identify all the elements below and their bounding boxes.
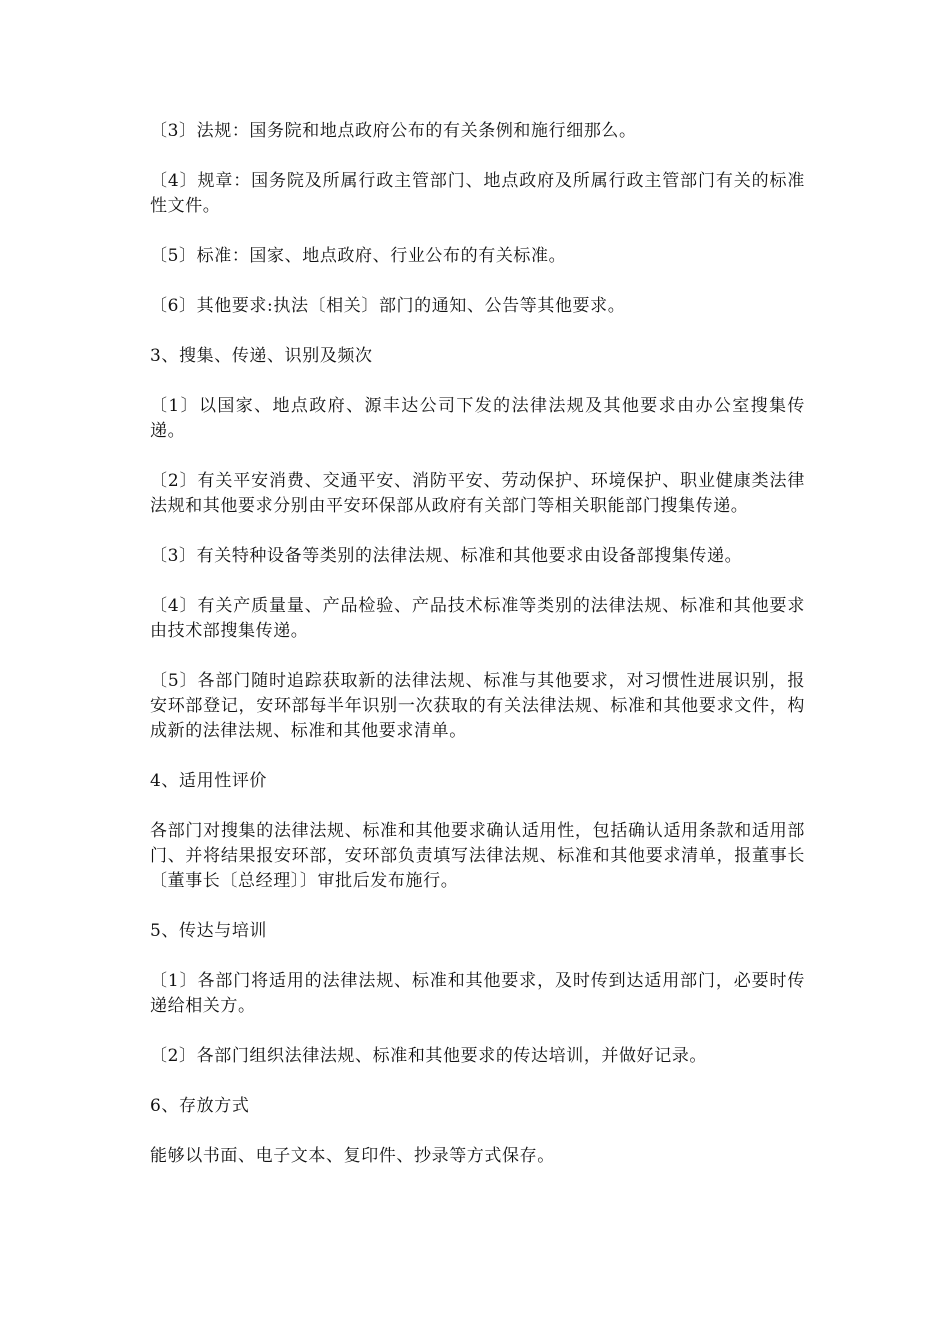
paragraph-storage: 能够以书面、电子文本、复印件、抄录等方式保存。 xyxy=(150,1146,555,1166)
paragraph-other-requirements: 〔6〕其他要求:执法〔相关〕部门的通知、公告等其他要求。 xyxy=(150,296,626,316)
paragraph-collection-3: 〔3〕有关特种设备等类别的法律法规、标准和其他要求由设备部搜集传递。 xyxy=(150,546,743,566)
paragraph-standards: 〔5〕标准：国家、地点政府、行业公布的有关标准。 xyxy=(150,246,567,266)
section-heading-applicability: 4、适用性评价 xyxy=(150,771,268,791)
paragraph-collection-4: 〔4〕有关产质量量、产品检验、产品技术标准等类别的法律法规、标准和其他要求由技术部搜集传递。 xyxy=(150,596,805,641)
section-heading-collection: 3、搜集、传递、识别及频次 xyxy=(150,346,373,366)
paragraph-collection-5: 〔5〕各部门随时追踪获取新的法律法规、标准与其他要求，对习惯性进展识别，报安环部登记，安环部每半年识别一次获取的有关法律法规、标准和其他要求文件，构成新的法律法规、标准和其他要求清单。 xyxy=(150,671,805,741)
section-heading-training: 5、传达与培训 xyxy=(150,921,268,941)
paragraph-training-2: 〔2〕各部门组织法律法规、标准和其他要求的传达培训，并做好记录。 xyxy=(150,1046,708,1066)
section-heading-storage: 6、存放方式 xyxy=(150,1096,250,1116)
paragraph-regulations: 〔3〕法规：国务院和地点政府公布的有关条例和施行细那么。 xyxy=(150,121,637,141)
paragraph-collection-2: 〔2〕有关平安消费、交通平安、消防平安、劳动保护、环境保护、职业健康类法律法规和其他要求分别由平安环保部从政府有关部门等相关职能部门搜集传递。 xyxy=(150,471,805,516)
paragraph-rules: 〔4〕规章：国务院及所属行政主管部门、地点政府及所属行政主管部门有关的标准性文件。 xyxy=(150,171,805,216)
document-page xyxy=(150,119,805,1194)
paragraph-training-1: 〔1〕各部门将适用的法律法规、标准和其他要求，及时传到达适用部门，必要时传递给相关方。 xyxy=(150,971,805,1016)
paragraph-collection-1: 〔1〕以国家、地点政府、源丰达公司下发的法律法规及其他要求由办公室搜集传递。 xyxy=(150,396,805,441)
paragraph-applicability: 各部门对搜集的法律法规、标准和其他要求确认适用性，包括确认适用条款和适用部门、并将结果报安环部，安环部负责填写法律法规、标准和其他要求清单，报董事长〔董事长〔总经理〕〕审批后发布施行。 xyxy=(150,821,805,891)
